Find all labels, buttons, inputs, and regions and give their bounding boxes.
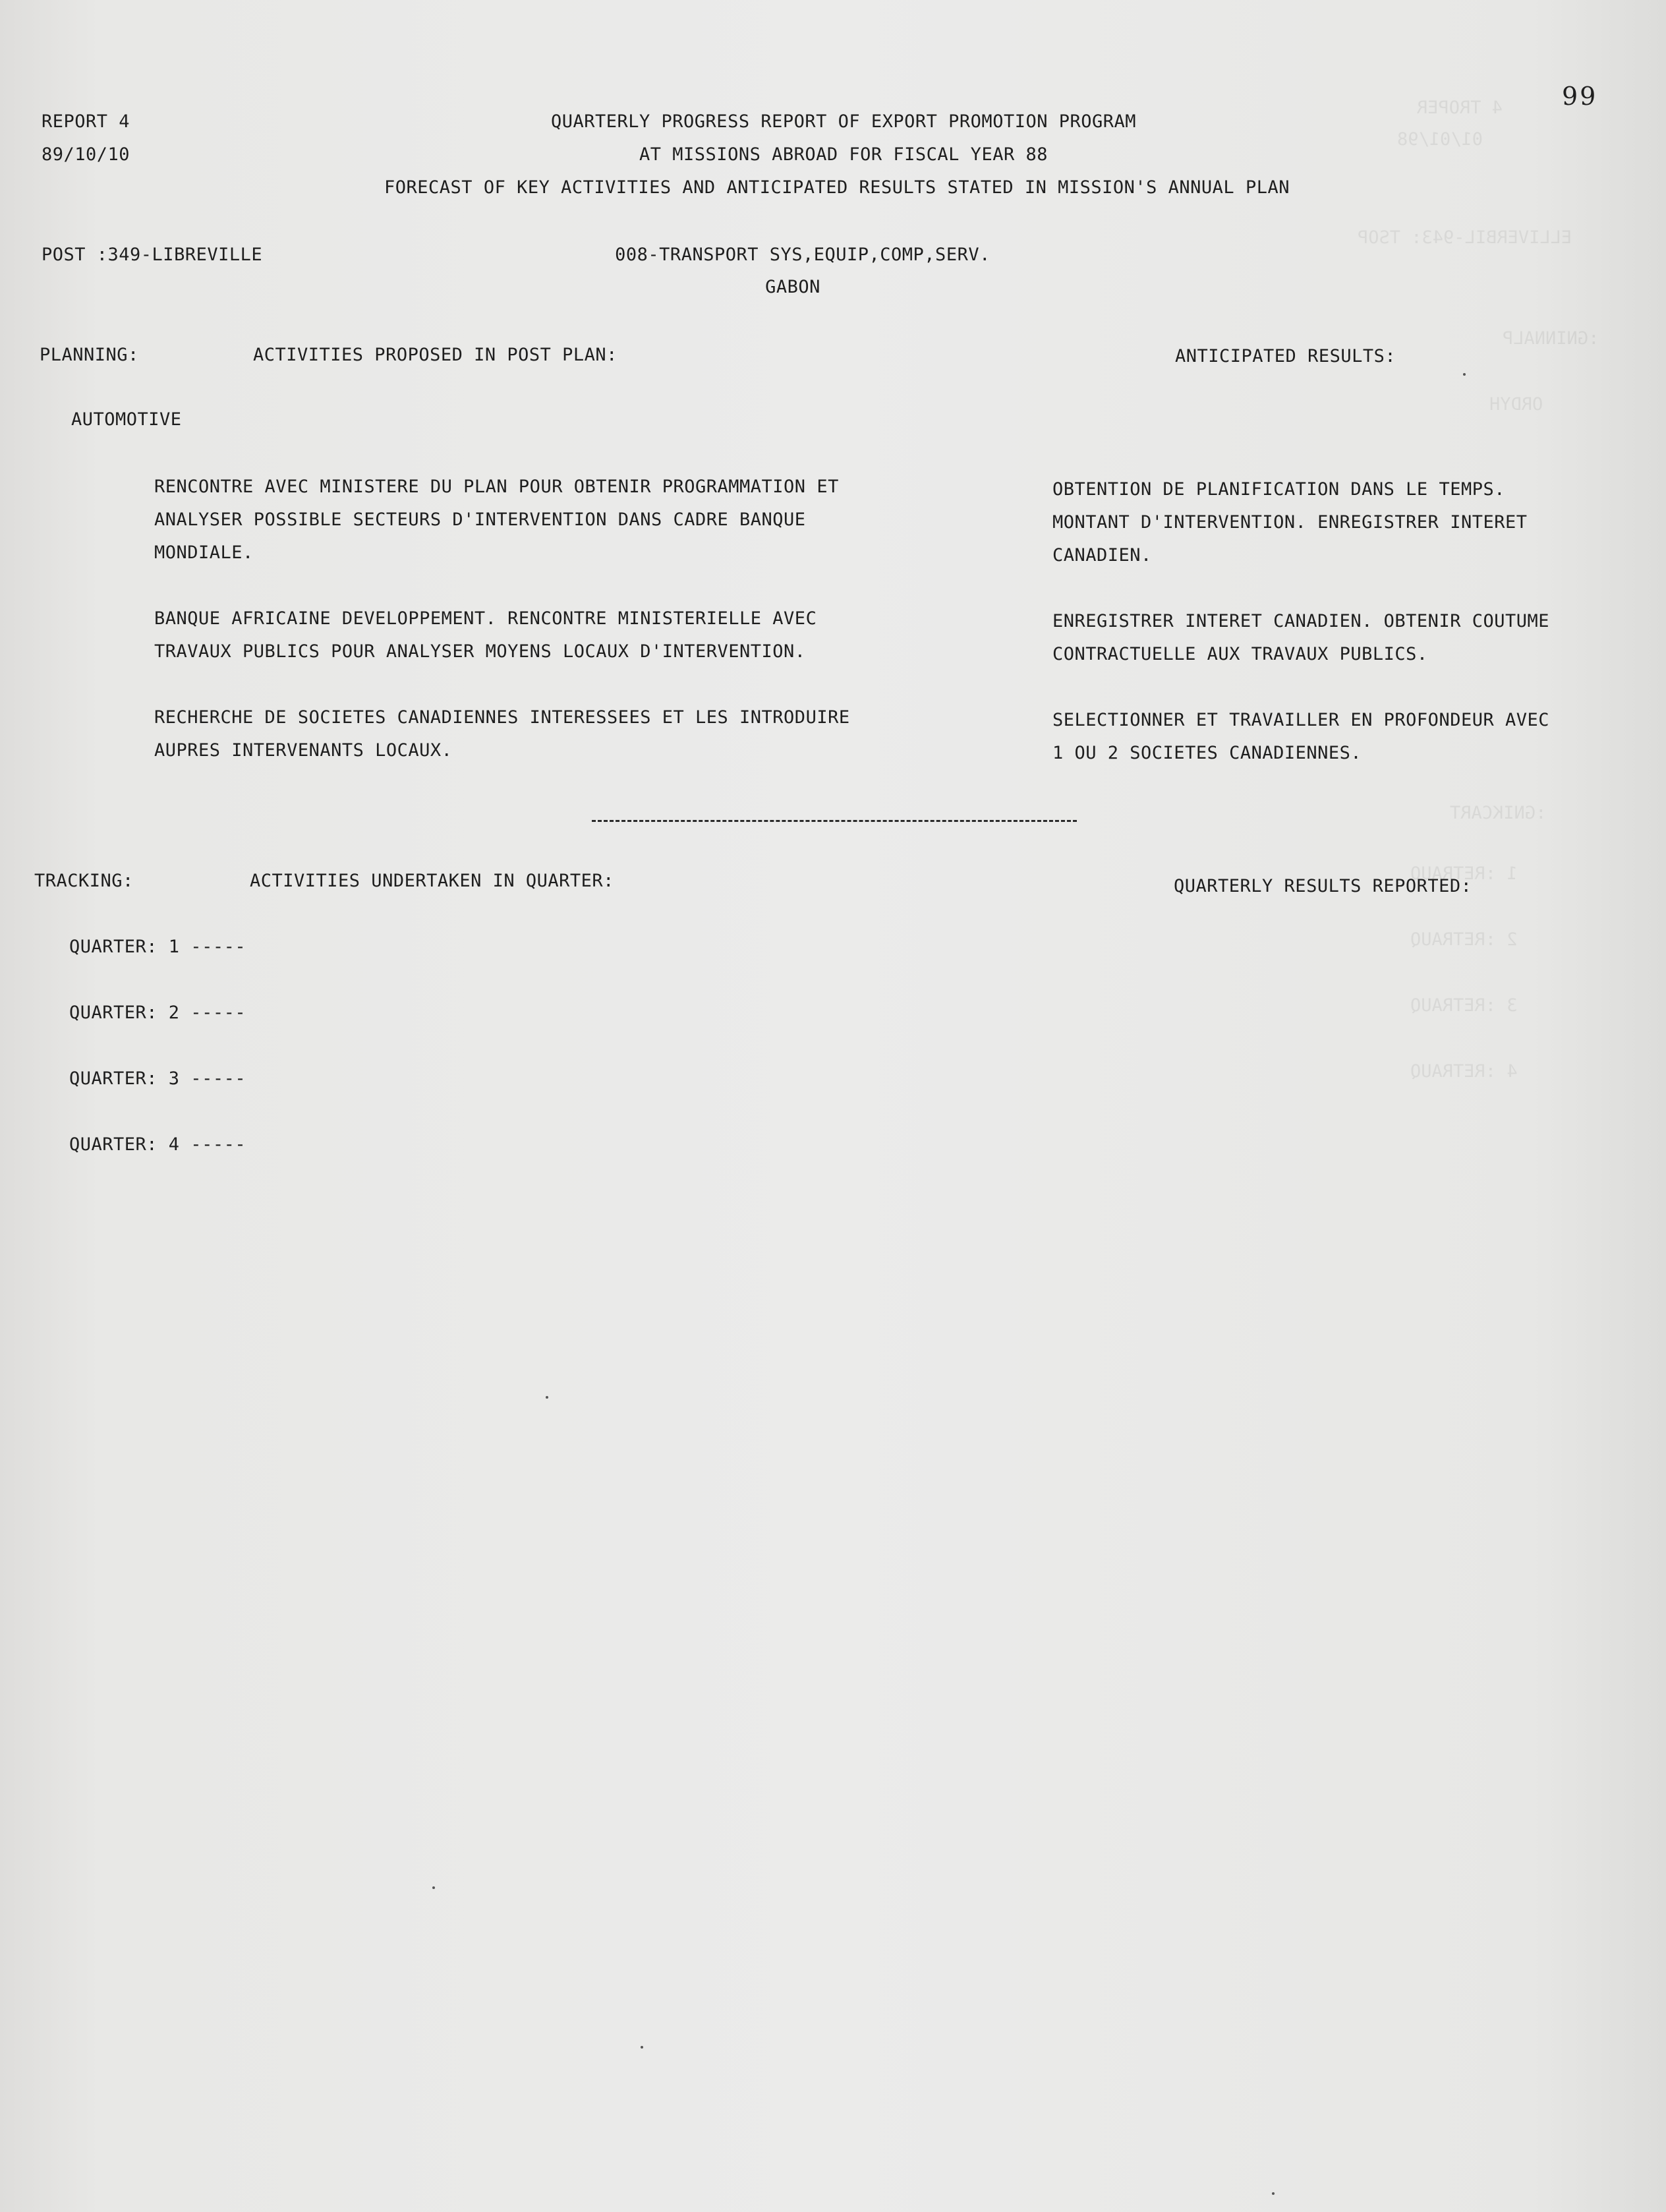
tracking-results-header: QUARTERLY RESULTS REPORTED: <box>1174 876 1472 896</box>
quarter-row: QUARTER: 3 ----- <box>69 1068 246 1089</box>
result-line: CONTRACTUELLE AUX TRAVAUX PUBLICS. <box>1052 644 1428 664</box>
activity-line: RENCONTRE AVEC MINISTERE DU PLAN POUR OBTENIR PROGRAMMATION ET <box>154 477 839 497</box>
planning-label: PLANNING: <box>40 345 139 365</box>
result-line: ENREGISTRER INTERET CANADIEN. OBTENIR COUTUME <box>1052 611 1549 631</box>
result-line: CANADIEN. <box>1052 545 1152 566</box>
document-page: 4 TROPER 01/01/98 ELLIVERBIL-943: TSOP :GNINNALP ORDYH :GNIKCART 1 :RETRAUQ 2 :RETRAUQ 3 :RETRAUQ 4 :RETRAUQ 99 REPORT 4 89/10/10 QUARTERLY PROGRESS REPORT OF EXPORT PROMOTION PROGRAM AT MISSIONS ABROAD FOR FISCAL YEAR 88 FORECAST OF KEY ACTIVITIES AND ANTICIPATED RESULTS STATED IN MISSION'S ANNUAL PLAN POST :349-LIBREVILLE 008-TRANSPORT SYS,EQUIP,COMP,SERV. GABON PLANNING: ACTIVITIES PROPOSED IN POST PLAN: ANTICIPATED RESULTS: AUTOMOTIVE RENCONTRE AVEC MINISTERE DU PLAN POUR OBTENIR PROGRAMMATION ET ANALYSER POSSIBLE SECTEURS D'INTERVENTION DANS CADRE BANQUE MONDIALE. OBTENTION DE PLANIFICATION DANS LE TEMPS. MONTANT D'INTERVENTION. ENREGISTRER INTERET CANADIEN. BANQUE AFRICAINE DEVELOPPEMENT. RENCONTRE MINISTERIELLE AVEC TRAVAUX PUBLICS POUR ANALYSER MOYENS LOCAUX D'INTERVENTION. ENREGISTRER INTERET CANADIEN. OBTENIR COUTUME CONTRACTUELLE AUX TRAVAUX PUBLICS. RECHERCHE DE SOCIETES CANADIENNES INTERESSEES ET LES INTRODUIRE AUPRES INTERVENANTS LOCAUX. SELECTIONNER ET TRAVAILLER EN PROFONDEUR AVEC 1 OU 2 SOCIETES CANADIENNES. TRACKING: ACTIVITIES UNDERTAKEN IN QUARTER: QUARTERLY RESULTS REPORTED: QUARTER: 1 ----- QUARTER: 2 ----- QUARTER: 3 ----- QUARTER: 4 ----- <box>0 0 1666 2212</box>
activity-line: RECHERCHE DE SOCIETES CANADIENNES INTERESSEES ET LES INTRODUIRE <box>154 707 850 728</box>
result-line: SELECTIONNER ET TRAVAILLER EN PROFONDEUR AVEC <box>1052 710 1549 730</box>
section-divider <box>592 820 1077 822</box>
quarter-row: QUARTER: 1 ----- <box>69 937 246 957</box>
report-title-line-2: AT MISSIONS ABROAD FOR FISCAL YEAR 88 <box>639 144 1048 165</box>
scan-speck <box>432 1886 435 1889</box>
result-line: MONTANT D'INTERVENTION. ENREGISTRER INTERET <box>1052 512 1528 533</box>
activity-line: BANQUE AFRICAINE DEVELOPPEMENT. RENCONTRE MINISTERIELLE AVEC <box>154 608 817 629</box>
planning-results-header: ANTICIPATED RESULTS: <box>1175 346 1396 366</box>
tracking-label: TRACKING: <box>34 871 134 891</box>
report-title-line-1: QUARTERLY PROGRESS REPORT OF EXPORT PROMOTION PROGRAM <box>550 111 1137 132</box>
scan-speck <box>1272 2192 1275 2195</box>
planning-activities-header: ACTIVITIES PROPOSED IN POST PLAN: <box>253 345 618 365</box>
report-label: REPORT 4 <box>42 111 130 132</box>
activity-line: MONDIALE. <box>154 542 254 563</box>
scan-speck <box>546 1396 548 1399</box>
tracking-activities-header: ACTIVITIES UNDERTAKEN IN QUARTER: <box>250 871 614 891</box>
activity-line: TRAVAUX PUBLICS POUR ANALYSER MOYENS LOCAUX D'INTERVENTION. <box>154 641 806 662</box>
quarter-row: QUARTER: 4 ----- <box>69 1134 246 1155</box>
scan-speck <box>641 2046 643 2049</box>
scan-speck <box>1463 373 1466 376</box>
activity-line: ANALYSER POSSIBLE SECTEURS D'INTERVENTION DANS CADRE BANQUE <box>154 509 806 530</box>
report-title-line-3: FORECAST OF KEY ACTIVITIES AND ANTICIPATED RESULTS STATED IN MISSION'S ANNUAL PLAN <box>384 177 1290 198</box>
report-date: 89/10/10 <box>42 144 130 165</box>
result-line: 1 OU 2 SOCIETES CANADIENNES. <box>1052 743 1362 763</box>
sector-label: 008-TRANSPORT SYS,EQUIP,COMP,SERV. <box>615 245 991 265</box>
quarter-row: QUARTER: 2 ----- <box>69 1003 246 1023</box>
country-label: GABON <box>765 277 820 297</box>
result-line: OBTENTION DE PLANIFICATION DANS LE TEMPS. <box>1052 479 1505 500</box>
page-number: 99 <box>1562 82 1598 111</box>
post-label: POST :349-LIBREVILLE <box>42 245 263 265</box>
activity-line: AUPRES INTERVENANTS LOCAUX. <box>154 740 453 761</box>
subsector-label: AUTOMOTIVE <box>71 409 182 430</box>
